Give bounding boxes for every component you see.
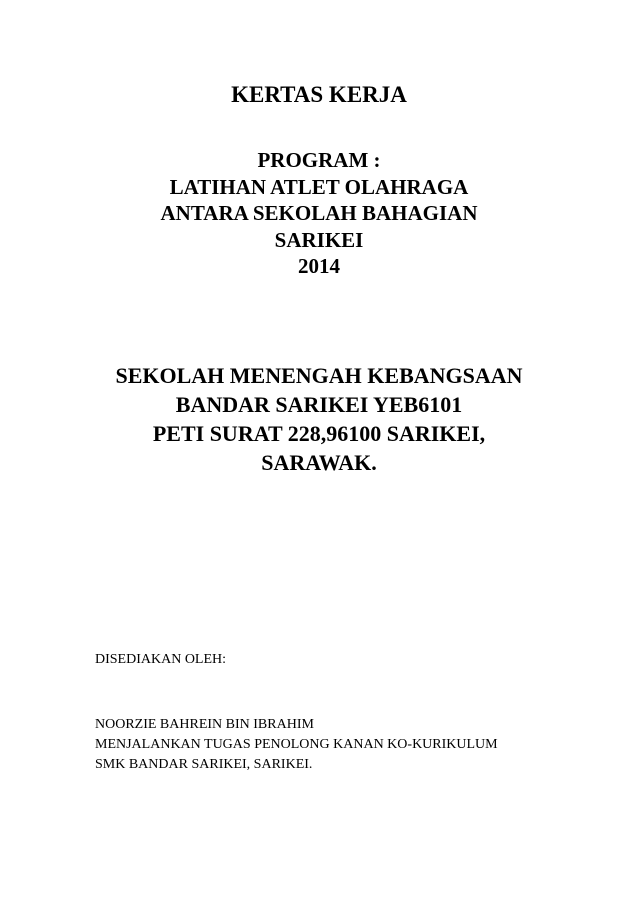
school-name-code: BANDAR SARIKEI YEB6101 [175, 392, 463, 417]
school-postal-address: PETI SURAT 228,96100 SARIKEI, [152, 421, 486, 446]
document-title: KERTAS KERJA [231, 82, 407, 107]
program-year: 2014 [298, 254, 340, 278]
program-name-line: SARIKEI [274, 227, 364, 252]
prepared-by-label: DISEDIAKAN OLEH: [95, 652, 227, 667]
school-name: SEKOLAH MENENGAH KEBANGSAAN [115, 363, 523, 388]
author-name: NOORZIE BAHREIN BIN IBRAHIM [95, 717, 314, 732]
program-block [0, 147, 638, 280]
school-state: SARAWAK. [261, 450, 377, 475]
program-name-line: LATIHAN ATLET OLAHRAGA [169, 174, 469, 199]
author-block [95, 715, 498, 775]
author-position: MENJALANKAN TUGAS PENOLONG KANAN KO-KURIKULUM [95, 737, 498, 752]
program-label: PROGRAM : [257, 148, 381, 172]
school-address-block [0, 361, 638, 477]
author-school: SMK BANDAR SARIKEI, SARIKEI. [95, 757, 313, 772]
program-name-line: ANTARA SEKOLAH BAHAGIAN [160, 201, 478, 225]
